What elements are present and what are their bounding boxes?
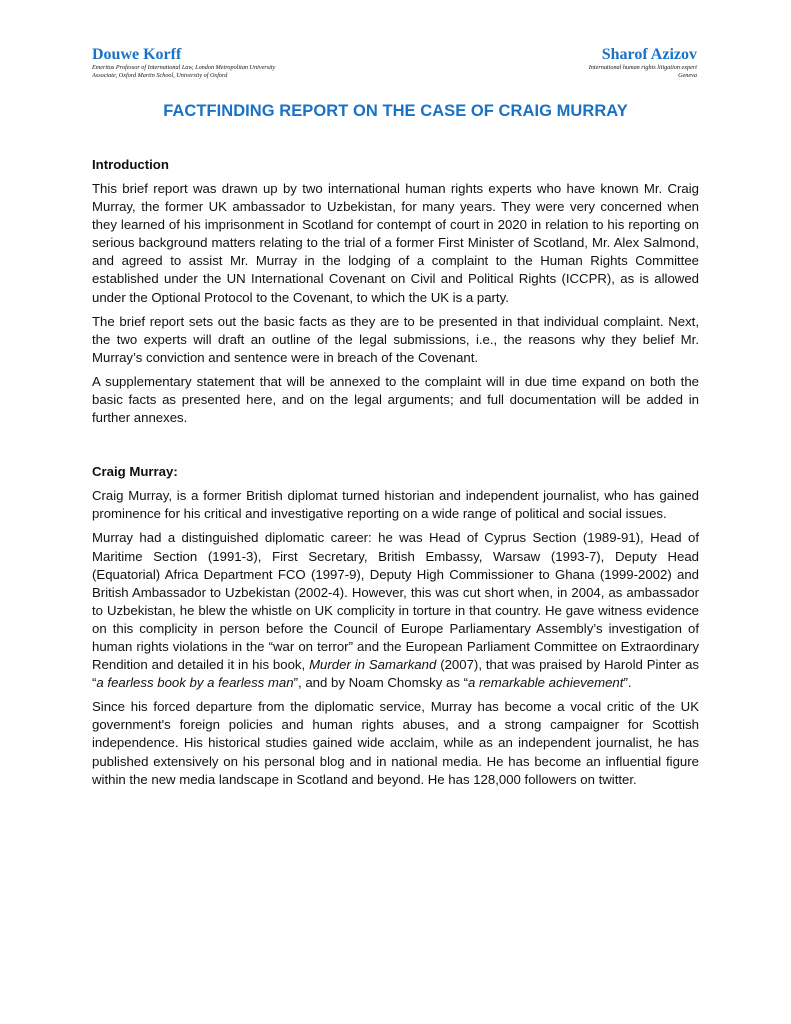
- chomsky-quote: a remarkable achievement: [468, 675, 624, 691]
- author-name-douwe-korff: Douwe Korff: [92, 46, 182, 63]
- paragraph: The brief report sets out the basic facts as they are to be presented in that individual complaint. Next, the two experts will draft an outline of the legal submissions, i.e., the reasons why they belief Mr. Murray’s conviction and sentence were in breach of the Covenant.: [92, 313, 699, 365]
- author-affiliation-line: Emeritus Professor of International Law, London Metropolitan University: [92, 64, 276, 71]
- document-body: [92, 156, 699, 795]
- document-title: FACTFINDING REPORT ON THE CASE OF CRAIG MURRAY: [163, 102, 628, 120]
- paragraph: This brief report was drawn up by two international human rights experts who have known Mr. Craig Murray, the former UK ambassador to Uzbekistan, for many years. They were very concerned when they learned of his imprisonment in Scotland for contempt of court in 2020 in relation to his reporting on serious background matters relating to the trial of a former First Minister of Scotland, Mr. Alex Salmond, and agreed to assist Mr. Murray in the lodging of a complaint to the Human Rights Committee established under the UN International Covenant on Civil and Political Rights (ICCPR), as is allowed under the Optional Protocol to the Covenant, to which the UK is a party.: [92, 181, 699, 305]
- text-run: ”.: [623, 675, 632, 691]
- paragraph: Craig Murray, is a former British diplomat turned historian and independent journalist, who has gained prominence for his critical and investigative reporting on a wide range of political and social issues.: [92, 488, 699, 522]
- paragraph: A supplementary statement that will be annexed to the complaint will in due time expand on both the basic facts as presented here, and on the legal arguments; and full documentation will be added in further annexes.: [92, 373, 699, 426]
- author-affiliation-line: International human rights litigation expert: [588, 64, 697, 71]
- section-introduction: [92, 156, 699, 427]
- book-title: Murder in Samarkand: [309, 657, 437, 673]
- text-run: (2007), that was praised by Harold Pinter as “: [92, 657, 699, 691]
- section-craig-murray: [92, 463, 699, 789]
- author-block-left: [92, 46, 392, 80]
- text-run: ”, and by Noam Chomsky as “: [293, 675, 469, 691]
- author-affiliation-line: Geneva: [678, 72, 697, 79]
- text-run: Murray had a distinguished diplomatic career: he was Head of Cyprus Section (1989-91), Head of Maritime Section (1991-3), First Secretary, British Embassy, Warsaw (1993-7), Deputy Head (Equatorial) Africa Department FCO (1997-9), Deputy High Commissioner to Ghana (1999-2002) and British Ambassador to Uzbekistan (2002-4). However, this was cut short when, in 2004, as ambassador to Uzbekistan, he blew the whistle on UK complicity in torture in that country. He gave witness evidence on this complicity in person before the Council of Europe Parliamentary Assembly’s investigation of human rights violations in the “war on terror” and the European Parliament Committee on Extraordinary Rendition and detailed it in his book,: [92, 530, 699, 673]
- author-name-sharof-azizov: Sharof Azizov: [601, 46, 697, 63]
- section-spacer: [92, 433, 699, 463]
- pinter-quote: a fearless book by a fearless man: [96, 675, 294, 691]
- section-heading: Introduction: [92, 157, 169, 172]
- author-affiliation-line: Associate, Oxford Martin School, University of Oxford: [92, 72, 228, 79]
- author-block-right: [437, 46, 697, 80]
- section-heading: Craig Murray:: [92, 464, 178, 480]
- paragraph-career: [92, 529, 699, 692]
- paragraph: Since his forced departure from the diplomatic service, Murray has become a vocal critic of the UK government's foreign policies and human rights abuses, and a strong campaigner for Scottish independence. His historical studies gained wide acclaim, while as an independent journalist, he has published extensively on his personal blog and in national media. He has become an influential figure within the new media landscape in Scotland and beyond. He has 128,000 followers on twitter.: [92, 699, 699, 787]
